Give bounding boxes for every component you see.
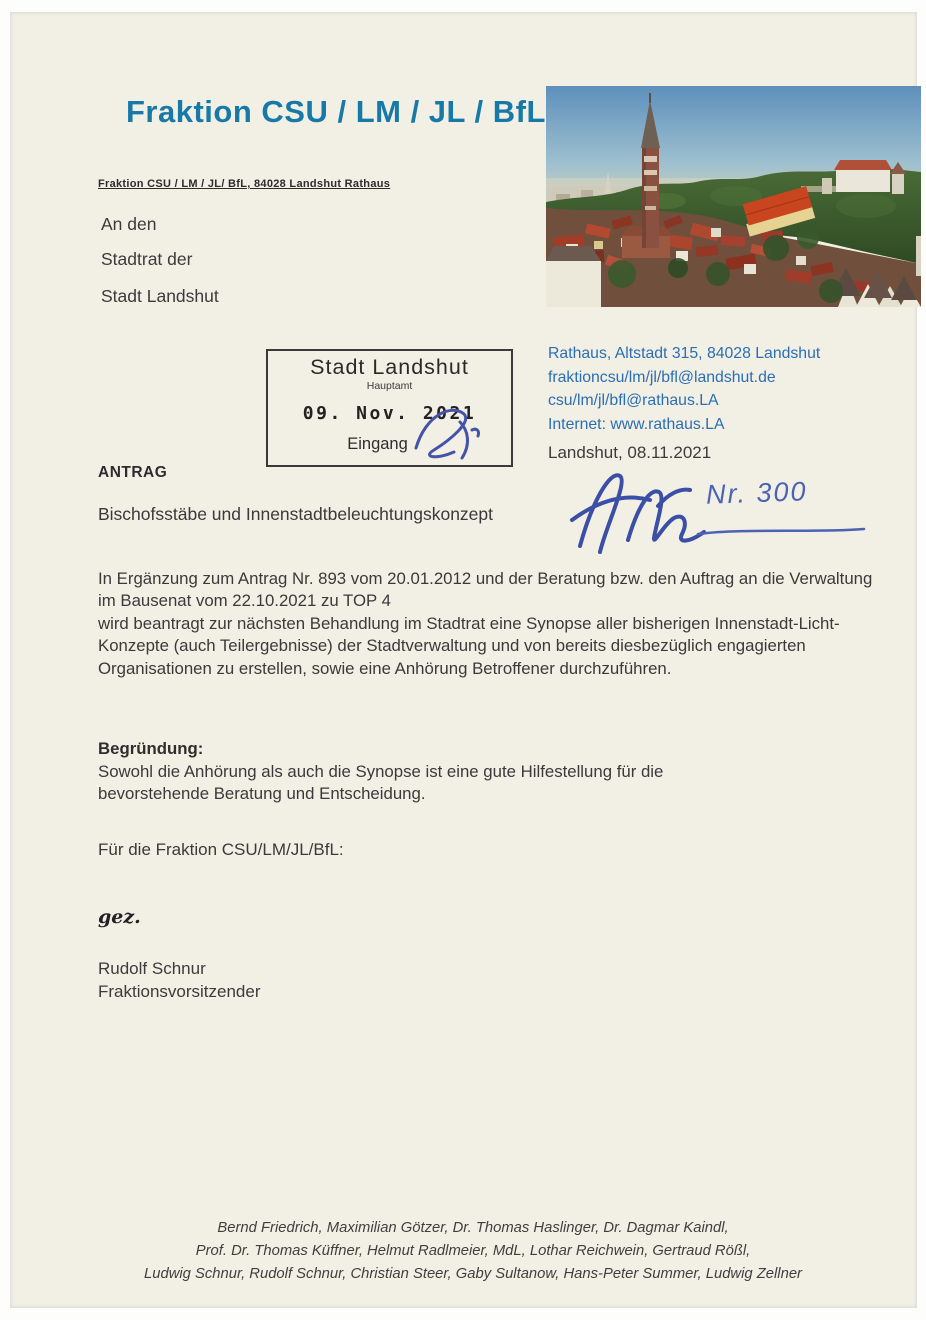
signer-name: Rudolf Schnur bbox=[98, 959, 206, 978]
signature-block bbox=[98, 957, 261, 1003]
recipient-line-3: Stadt Landshut bbox=[101, 286, 219, 306]
footer-line-2: Prof. Dr. Thomas Küffner, Helmut Radlmeier, MdL, Lothar Reichwein, Gertraud Rößl, bbox=[195, 1243, 751, 1259]
begruendung-paragraph: Sowohl die Anhörung als auch die Synopse ist eine gute Hilfestellung für die bevorstehende Beratung und Entscheidung. bbox=[98, 762, 664, 804]
masthead-title: Fraktion CSU / LM / JL / BfL bbox=[126, 94, 546, 129]
handwritten-number: Nr. 300 bbox=[705, 476, 809, 510]
footer-member-list bbox=[10, 1217, 926, 1286]
contact-email-2: csu/lm/jl/bfl@rathaus.LA bbox=[548, 392, 719, 409]
body-paragraph-1: In Ergänzung zum Antrag Nr. 893 vom 20.01.2012 und der Beratung bzw. den Auftrag an die Verwaltung im Bausenat vom 22.10.2021 zu TOP 4 bbox=[98, 569, 873, 611]
sender-return-address: Fraktion CSU / LM / JL/ BfL, 84028 Landshut Rathaus bbox=[98, 178, 391, 190]
antrag-heading: ANTRAG bbox=[98, 464, 168, 481]
stamp-office: Hauptamt bbox=[366, 380, 413, 392]
stamp-date: 09. Nov. 2021 bbox=[302, 403, 477, 424]
handwritten-underline bbox=[696, 526, 868, 538]
contact-address: Rathaus, Altstadt 315, 84028 Landshut bbox=[548, 345, 821, 362]
stamp-org: Stadt Landshut bbox=[310, 355, 469, 379]
dateline: Landshut, 08.11.2021 bbox=[548, 443, 712, 462]
footer-line-3: Ludwig Schnur, Rudolf Schnur, Christian Steer, Gaby Sultanow, Hans-Peter Summer, Ludwig Zellner bbox=[144, 1266, 802, 1282]
contact-block bbox=[548, 342, 820, 436]
stamp-eingang-label: Eingang bbox=[347, 435, 408, 453]
recipient-line-1: An den bbox=[101, 214, 157, 234]
contact-internet: Internet: www.rathaus.LA bbox=[548, 415, 725, 433]
landshut-aerial-photo bbox=[546, 86, 921, 307]
footer-line-1: Bernd Friedrich, Maximilian Götzer, Dr. Thomas Haslinger, Dr. Dagmar Kaindl, bbox=[217, 1220, 729, 1236]
handwritten-signature-scribble bbox=[562, 462, 717, 564]
signer-role: Fraktionsvorsitzender bbox=[98, 982, 261, 1001]
begruendung-heading: Begründung: bbox=[98, 739, 204, 758]
gez-signature-mark: gez. bbox=[98, 906, 141, 928]
body-paragraph-2: wird beantragt zur nächsten Behandlung im Stadtrat eine Synopse aller bisherigen Innenstadt-Licht-Konzepte (auch Teilergebnisse) der Stadtverwaltung und von bereits diesbezüglich engagierten Organisationen zu erstellen, sowie eine Anhörung Betroffener durchzuführen. bbox=[98, 613, 840, 678]
contact-email-1: fraktioncsu/lm/jl/bfl@landshut.de bbox=[548, 368, 776, 386]
closing-line: Für die Fraktion CSU/LM/JL/BfL: bbox=[98, 840, 344, 859]
stamp-initials-handwriting bbox=[408, 400, 488, 466]
paper-background bbox=[10, 12, 917, 1308]
body-paragraphs bbox=[98, 568, 880, 680]
subject-line: Bischofsstäbe und Innenstadtbeleuchtungskonzept bbox=[98, 504, 494, 524]
recipient-address-block bbox=[101, 214, 219, 321]
recipient-line-2: Stadtrat der bbox=[101, 249, 193, 269]
